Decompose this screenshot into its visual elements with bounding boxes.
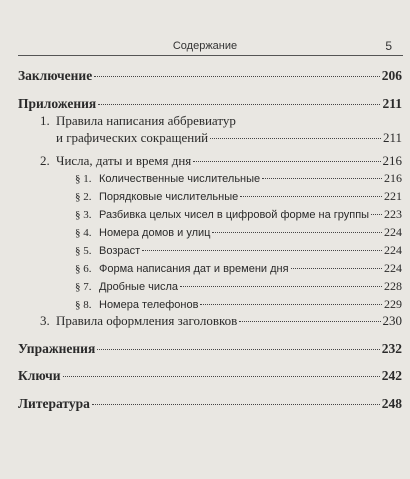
- dot-leader: [63, 376, 380, 377]
- toc-entry-page: 242: [381, 368, 402, 383]
- toc-appendix-3: [40, 313, 402, 329]
- toc-section-page: 223: [384, 207, 402, 221]
- dot-leader: [142, 250, 382, 251]
- page-number: 5: [385, 39, 392, 53]
- dot-leader: [193, 161, 380, 162]
- dot-leader: [262, 178, 382, 179]
- toc-item-page: 216: [382, 153, 402, 168]
- toc-section-number: § 3.: [75, 209, 92, 221]
- toc-section-page: 216: [384, 171, 402, 185]
- toc-section-page: 224: [384, 261, 402, 275]
- toc-section-label: Форма написания дат и времени дня: [99, 263, 289, 275]
- toc-item-number: 3.: [40, 313, 50, 328]
- toc-entry-appendices: [18, 96, 402, 112]
- toc-section-5: [75, 243, 402, 258]
- toc-section-8: [75, 297, 402, 312]
- dot-leader: [210, 138, 381, 139]
- toc-section-label: Порядковые числительные: [99, 191, 239, 203]
- toc-section-4: [75, 225, 402, 240]
- toc-entry-exercises: [18, 341, 402, 357]
- toc-entry-page: 206: [381, 68, 402, 83]
- dot-leader: [98, 104, 380, 105]
- toc-entry-page: 248: [381, 396, 402, 411]
- toc-entry-page: 232: [381, 341, 402, 356]
- dot-leader: [291, 268, 382, 269]
- toc-section-number: § 7.: [75, 281, 92, 293]
- toc-section-label: Дробные числа: [99, 281, 179, 293]
- toc-entry-label: Упражнения: [18, 341, 96, 356]
- toc-section-number: § 4.: [75, 227, 92, 239]
- toc-entry-label: Ключи: [18, 368, 61, 383]
- toc-appendix-1-line2: [56, 130, 402, 146]
- running-title: Содержание: [172, 40, 238, 52]
- toc-section-7: [75, 279, 402, 294]
- toc-entry-label: Заключение: [18, 68, 93, 83]
- toc-section-label: Номера домов и улиц: [99, 227, 211, 239]
- toc-section-label: Количественные числительные: [99, 173, 261, 185]
- toc-section-label: Номера телефонов: [99, 299, 199, 311]
- toc-section-page: 229: [384, 297, 402, 311]
- toc-section-6: [75, 261, 402, 276]
- toc-entry-label: Литература: [18, 396, 90, 411]
- toc-entry-conclusion: [18, 68, 402, 84]
- toc-section-page: 228: [384, 279, 402, 293]
- toc-entry-keys: [18, 368, 402, 384]
- dot-leader: [371, 214, 382, 215]
- toc-entry-page: 211: [382, 96, 402, 111]
- toc-item-number: 2.: [40, 153, 50, 168]
- toc-section-label: Возраст: [99, 245, 141, 257]
- toc-section-2: [75, 189, 402, 204]
- toc-item-label: Правила оформления заголовков: [56, 313, 238, 328]
- toc-section-page: 224: [384, 243, 402, 257]
- toc-section-page: 224: [384, 225, 402, 239]
- toc-section-number: § 1.: [75, 173, 92, 185]
- toc-section-3: [75, 207, 402, 222]
- toc-section-number: § 2.: [75, 191, 92, 203]
- dot-leader: [240, 196, 382, 197]
- dot-leader: [94, 76, 380, 77]
- toc-item-page: 211: [382, 130, 402, 145]
- dot-leader: [92, 404, 380, 405]
- toc-entry-label: Приложения: [18, 96, 97, 111]
- toc-item-label: и графических сокращений: [56, 130, 209, 145]
- toc-section-label: Разбивка целых чисел в цифровой форме на группы: [99, 209, 370, 221]
- toc-section-number: § 5.: [75, 245, 92, 257]
- toc-section-1: [75, 171, 402, 186]
- toc-item-label: Числа, даты и время дня: [56, 153, 192, 168]
- toc-appendix-1-line1: [40, 113, 236, 129]
- dot-leader: [180, 286, 382, 287]
- dot-leader: [212, 232, 382, 233]
- toc-entry-literature: [18, 396, 402, 412]
- toc-appendix-2: [40, 153, 402, 169]
- toc-item-number: 1.: [40, 113, 50, 128]
- toc-section-page: 221: [384, 189, 402, 203]
- toc-item-label: Правила написания аббревиатур: [56, 113, 236, 128]
- toc-section-number: § 8.: [75, 299, 92, 311]
- toc-item-page: 230: [382, 313, 402, 328]
- dot-leader: [200, 304, 382, 305]
- toc-section-number: § 6.: [75, 263, 92, 275]
- dot-leader: [97, 349, 379, 350]
- dot-leader: [239, 321, 380, 322]
